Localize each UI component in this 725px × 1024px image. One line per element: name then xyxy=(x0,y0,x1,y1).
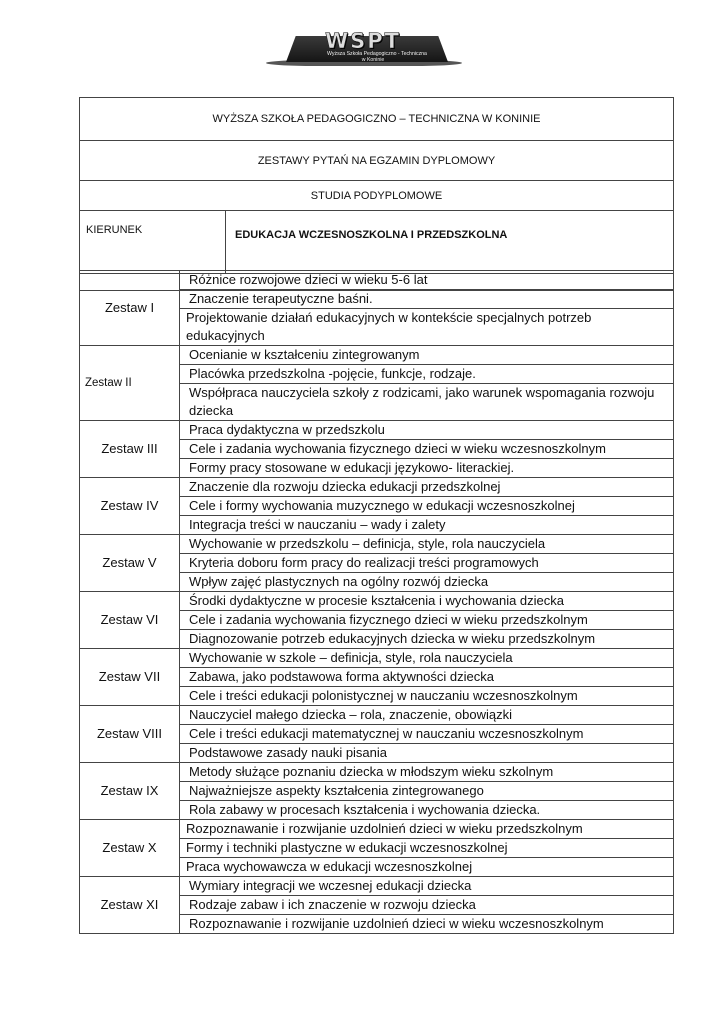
question-cell: Praca wychowawcza w edukacji wczesnoszkolnej xyxy=(180,858,674,877)
set-label: Zestaw VIII xyxy=(80,706,180,763)
table-row xyxy=(80,763,674,782)
question-cell: Współpraca nauczyciela szkoły z rodzicami, jako warunek wspomagania rozwoju dziecka xyxy=(180,384,674,421)
question-cell: Formy pracy stosowane w edukacji językowo- literackiej. xyxy=(180,459,674,478)
question-cell: Wymiary integracji we wczesnej edukacji dziecka xyxy=(180,877,674,896)
set-label: Zestaw VII xyxy=(80,649,180,706)
table-row xyxy=(80,271,674,290)
question-cell: Placówka przedszkolna -pojęcie, funkcje, rodzaje. xyxy=(180,365,674,384)
document-title: ZESTAWY PYTAŃ NA EGZAMIN DYPLOMOWY xyxy=(80,141,674,181)
institution-name: WYŻSZA SZKOŁA PEDAGOGICZNO – TECHNICZNA W KONINIE xyxy=(80,98,674,141)
set-label: Zestaw IX xyxy=(80,763,180,820)
set-label: Zestaw XI xyxy=(80,877,180,934)
question-cell: Rozpoznawanie i rozwijanie uzdolnień dzieci w wieku przedszkolnym xyxy=(180,820,674,839)
study-type: STUDIA PODYPLOMOWE xyxy=(80,181,674,211)
question-cell: Środki dydaktyczne w procesie kształcenia i wychowania dziecka xyxy=(180,592,674,611)
table-row xyxy=(80,649,674,668)
set-label: Zestaw X xyxy=(80,820,180,877)
question-cell: Znaczenie dla rozwoju dziecka edukacji przedszkolnej xyxy=(180,478,674,497)
question-cell: Cele i zadania wychowania fizycznego dzieci w wieku przedszkolnym xyxy=(180,611,674,630)
question-cell: Metody służące poznaniu dziecka w młodszym wieku szkolnym xyxy=(180,763,674,782)
question-cell: Nauczyciel małego dziecka – rola, znaczenie, obowiązki xyxy=(180,706,674,725)
set-label: Zestaw IV xyxy=(80,478,180,535)
table-row xyxy=(80,592,674,611)
question-cell: Projektowanie działań edukacyjnych w kontekście specjalnych potrzeb edukacyjnych xyxy=(180,309,674,346)
set-label: Zestaw VI xyxy=(80,592,180,649)
table-row xyxy=(80,820,674,839)
exam-sets-table xyxy=(79,270,674,934)
question-cell: Formy i techniki plastyczne w edukacji wczesnoszkolnej xyxy=(180,839,674,858)
wspt-logo xyxy=(262,30,464,66)
question-cell: Najważniejsze aspekty kształcenia zintegrowanego xyxy=(180,782,674,801)
logo-subtitle-line2: w Koninie xyxy=(361,57,385,63)
question-cell: Cele i treści edukacji matematycznej w nauczaniu wczesnoszkolnym xyxy=(180,725,674,744)
set-label: Zestaw II xyxy=(80,346,180,421)
question-cell: Cele i formy wychowania muzycznego w edukacji wczesnoszkolnej xyxy=(180,497,674,516)
question-cell: Cele i zadania wychowania fizycznego dzieci w wieku wczesnoszkolnym xyxy=(180,440,674,459)
table-row xyxy=(80,877,674,896)
question-cell: Zabawa, jako podstawowa forma aktywności dziecka xyxy=(180,668,674,687)
question-cell: Znaczenie terapeutyczne baśni. xyxy=(180,290,674,309)
question-cell: Wychowanie w szkole – definicja, style, rola nauczyciela xyxy=(180,649,674,668)
question-cell: Praca dydaktyczna w przedszkolu xyxy=(180,421,674,440)
question-cell: Wpływ zajęć plastycznych na ogólny rozwój dziecka xyxy=(180,573,674,592)
question-cell: Rodzaje zabaw i ich znaczenie w rozwoju dziecka xyxy=(180,896,674,915)
question-cell: Rozpoznawanie i rozwijanie uzdolnień dzieci w wieku wczesnoszkolnym xyxy=(180,915,674,934)
question-cell: Diagnozowanie potrzeb edukacyjnych dziecka w wieku przedszkolnym xyxy=(180,630,674,649)
set-label: Zestaw I xyxy=(80,271,180,346)
question-cell: Różnice rozwojowe dzieci w wieku 5-6 lat xyxy=(180,271,674,290)
direction-value: EDUKACJA WCZESNOSZKOLNA I PRZEDSZKOLNA xyxy=(226,211,674,274)
table-row xyxy=(80,346,674,365)
question-cell: Kryteria doboru form pracy do realizacji treści programowych xyxy=(180,554,674,573)
question-cell: Cele i treści edukacji polonistycznej w nauczaniu wczesnoszkolnym xyxy=(180,687,674,706)
table-row xyxy=(80,535,674,554)
logo-subtitle-line1: Wyższa Szkoła Pedagogiczno - Techniczna xyxy=(327,51,427,57)
question-cell: Ocenianie w kształceniu zintegrowanym xyxy=(180,346,674,365)
set-label: Zestaw III xyxy=(80,421,180,478)
question-cell: Rola zabawy w procesach kształcenia i wychowania dziecka. xyxy=(180,801,674,820)
question-cell: Podstawowe zasady nauki pisania xyxy=(180,744,674,763)
logo-wordmark: WSPT xyxy=(324,29,401,53)
table-row xyxy=(80,706,674,725)
question-cell: Wychowanie w przedszkolu – definicja, style, rola nauczyciela xyxy=(180,535,674,554)
set-label: Zestaw V xyxy=(80,535,180,592)
table-row xyxy=(80,478,674,497)
question-cell: Integracja treści w nauczaniu – wady i zalety xyxy=(180,516,674,535)
direction-label: KIERUNEK xyxy=(80,211,226,274)
table-row xyxy=(80,421,674,440)
header-table xyxy=(79,97,674,291)
